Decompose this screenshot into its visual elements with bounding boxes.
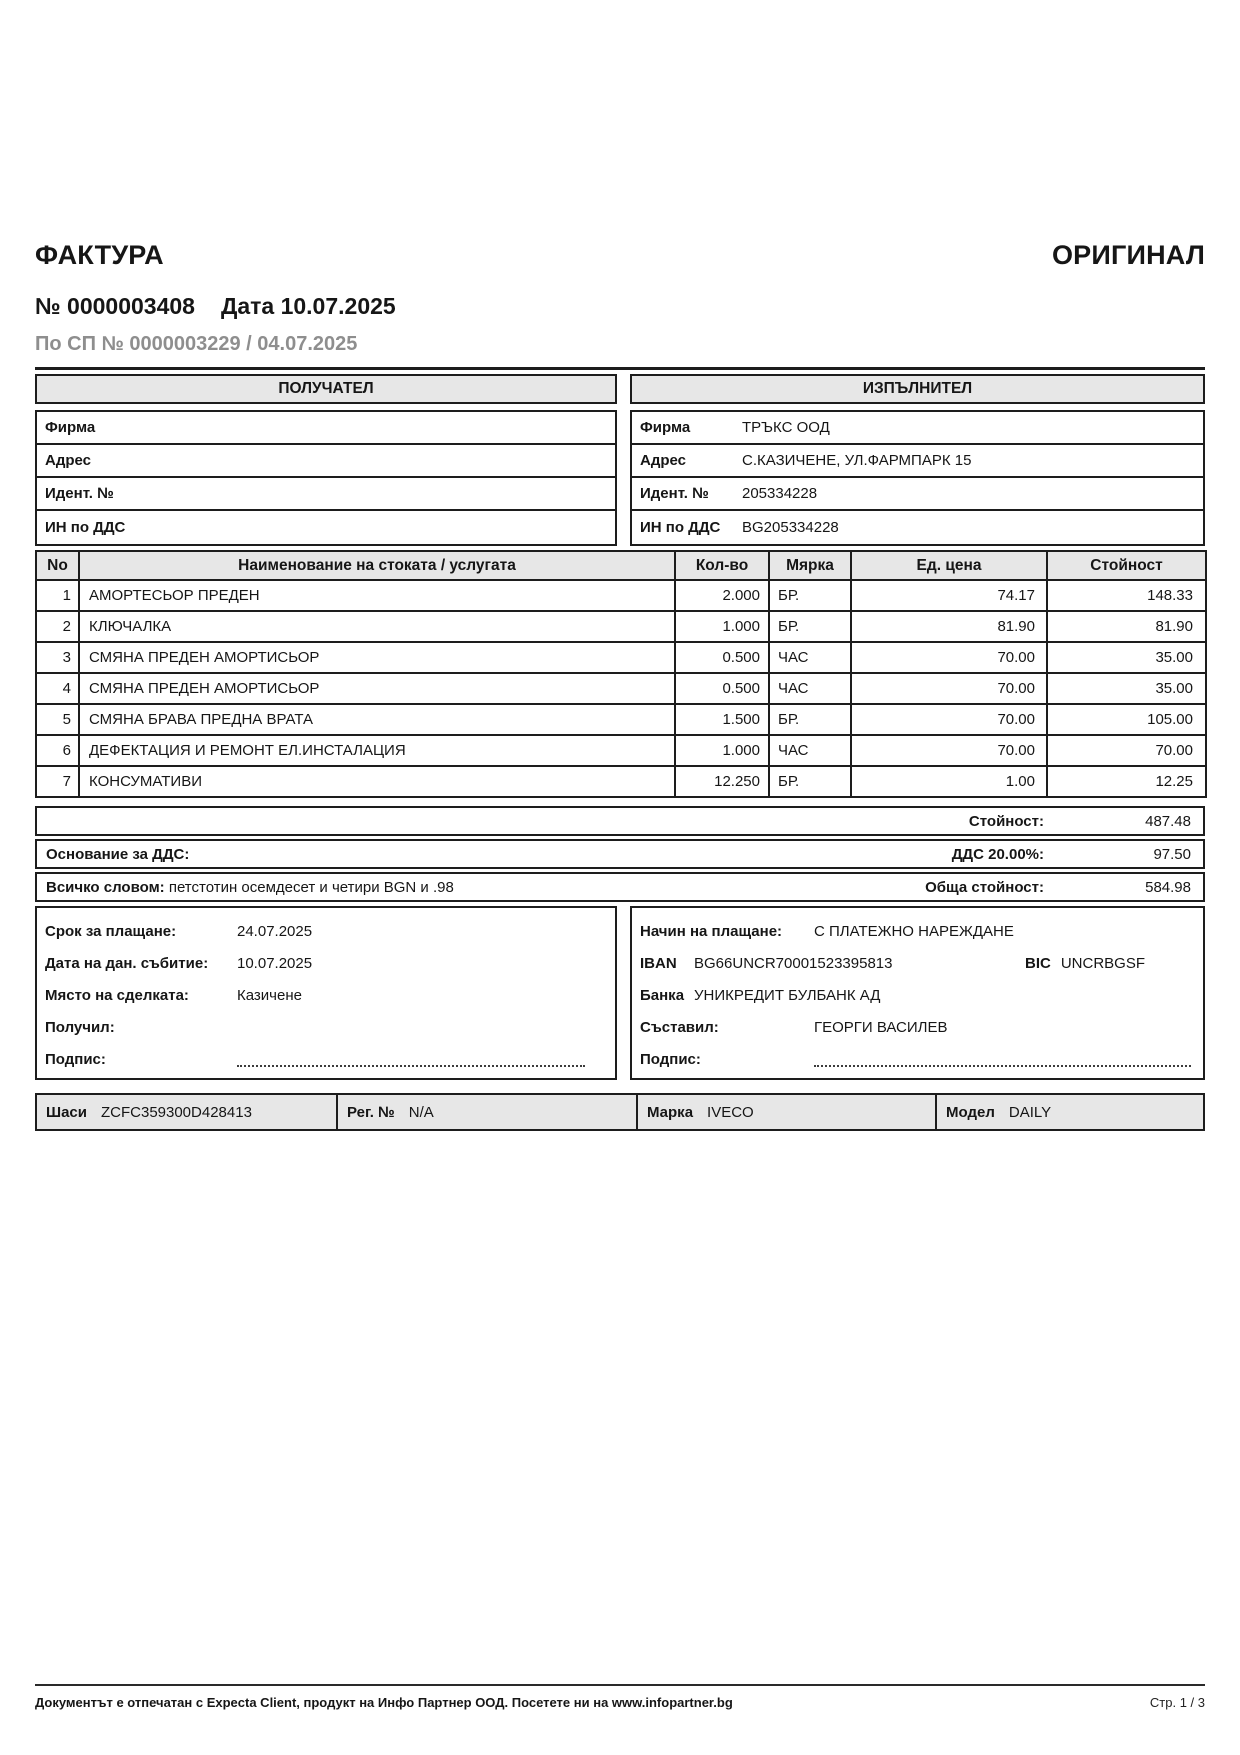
item-name: СМЯНА ПРЕДЕН АМОРТИСЬОР [79,673,675,704]
col-header-price: Ед. цена [851,551,1047,580]
item-unit: ЧАС [769,673,851,704]
field-value: ТРЪКС ООД [742,419,830,436]
reg-number-label: Рег. № [347,1103,395,1121]
supplier-body [630,410,1205,546]
grand-total-row [35,872,1205,902]
item-price: 81.90 [851,611,1047,642]
invoice-date: 10.07.2025 [280,293,396,319]
chassis-value: ZCFC359300D428413 [100,1103,252,1121]
recipient-id-row [37,478,615,511]
signature-label: Подпис: [640,1050,701,1068]
deal-place-value: Казичене [237,986,302,1004]
make-cell [636,1095,935,1129]
field-label: Идент. № [640,485,709,502]
chassis-cell [37,1095,336,1129]
vat-basis-label: Основание за ДДС: [46,845,190,863]
item-price: 1.00 [851,766,1047,797]
vat-label: ДДС 20.00%: [951,845,1044,863]
title-row [35,240,1205,271]
item-amount: 81.90 [1047,611,1206,642]
grand-total-value: 584.98 [1145,878,1191,896]
item-amount: 35.00 [1047,642,1206,673]
composed-by-label: Съставил: [640,1018,719,1036]
supplier-signature-row [632,1043,1203,1075]
iban-label: IBAN [640,954,677,972]
make-label: Марка [647,1103,694,1121]
payment-terms-box [35,906,617,1080]
order-reference: По СП № 0000003229 / 04.07.2025 [35,333,358,355]
col-header-amount: Стойност [1047,551,1206,580]
footer-print-note: Документът е отпечатан с Expecta Client, продукт на Инфо Партнер ООД. Посетете ни на www.infopartner.bg [35,1695,733,1710]
invoice-content [35,0,1205,1131]
item-unit: БР. [769,704,851,735]
supplier-address-row [632,445,1203,478]
item-price: 70.00 [851,642,1047,673]
supplier-box [630,374,1205,546]
tax-event-row [37,947,615,979]
deal-place-row [37,979,615,1011]
vehicle-info-bar [35,1093,1205,1131]
item-row [36,642,1206,673]
item-row [36,580,1206,611]
amount-words: петстотин осемдесет и четири BGN и .98 [168,878,454,896]
item-price: 70.00 [851,735,1047,766]
composed-by-row [632,1011,1203,1043]
item-no: 1 [36,580,79,611]
item-amount: 12.25 [1047,766,1206,797]
supplier-header: ИЗПЪЛНИТЕЛ [630,374,1205,404]
amount-words-label: Всичко словом: [46,878,165,896]
field-label: Фирма [45,419,96,436]
item-no: 6 [36,735,79,766]
item-unit: БР. [769,580,851,611]
copy-original-label: ОРИГИНАЛ [1051,240,1205,270]
subtotal-label: Стойност: [968,812,1044,830]
item-qty: 0.500 [675,673,769,704]
bank-details-box [630,906,1205,1080]
item-qty: 2.000 [675,580,769,611]
item-price: 70.00 [851,673,1047,704]
item-row [36,704,1206,735]
field-label: ИН по ДДС [45,519,126,536]
item-row [36,611,1206,642]
composed-by-value: ГЕОРГИ ВАСИЛЕВ [814,1018,948,1036]
reg-number-value: N/A [408,1103,434,1121]
chassis-label: Шаси [46,1103,87,1121]
item-row [36,673,1206,704]
field-value: 205334228 [742,485,818,502]
field-value: С.КАЗИЧЕНЕ, УЛ.ФАРМПАРК 15 [742,452,972,469]
item-name: АМОРТЕСЬОР ПРЕДЕН [79,580,675,611]
col-header-qty: Кол-во [675,551,769,580]
item-amount: 105.00 [1047,704,1206,735]
item-amount: 148.33 [1047,580,1206,611]
due-date-value: 24.07.2025 [237,922,313,940]
bank-name-row [632,979,1203,1011]
tax-event-label: Дата на дан. събитие: [45,954,209,972]
item-price: 70.00 [851,704,1047,735]
field-value: BG205334228 [742,519,839,536]
item-name: СМЯНА БРАВА ПРЕДНА ВРАТА [79,704,675,735]
payment-method-row [632,915,1203,947]
grand-total-label: Обща стойност: [925,878,1044,896]
header-divider [35,367,1205,370]
doc-type-title: ФАКТУРА [35,240,164,270]
item-name: КОНСУМАТИВИ [79,766,675,797]
item-no: 4 [36,673,79,704]
supplier-company-row [632,412,1203,445]
supplier-id-row [632,478,1203,511]
bank-name-value: УНИКРЕДИТ БУЛБАНК АД [694,986,881,1004]
item-qty: 12.250 [675,766,769,797]
recipient-body [35,410,617,546]
item-name: ДЕФЕКТАЦИЯ И РЕМОНТ ЕЛ.ИНСТАЛАЦИЯ [79,735,675,766]
col-header-no: No [36,551,79,580]
field-label: Идент. № [45,485,114,502]
subtotal-value: 487.48 [1145,812,1191,830]
model-cell [935,1095,1203,1129]
item-unit: БР. [769,611,851,642]
payment-method-label: Начин на плащане: [640,922,783,940]
bic-group [1025,955,1203,972]
subtotal-row [35,806,1205,836]
bic-label: BIC [1024,954,1051,972]
vat-row [35,839,1205,869]
received-by-label: Получил: [45,1018,115,1036]
item-name: КЛЮЧАЛКА [79,611,675,642]
tax-event-value: 10.07.2025 [237,954,313,972]
bank-name-label: Банка [640,986,685,1004]
item-unit: БР. [769,766,851,797]
recipient-company-row [37,412,615,445]
item-price: 74.17 [851,580,1047,611]
item-no: 3 [36,642,79,673]
col-header-unit: Мярка [769,551,851,580]
item-qty: 1.000 [675,735,769,766]
item-qty: 1.500 [675,704,769,735]
invoice-date-label: Дата [220,293,275,319]
due-date-row [37,915,615,947]
bic-value: UNCRBGSF [1060,954,1145,972]
page-footer [35,1684,1205,1710]
received-by-row [37,1011,615,1043]
item-unit: ЧАС [769,642,851,673]
item-row [36,766,1206,797]
item-row [36,735,1206,766]
field-label: Адрес [640,452,687,469]
signature-dotted-line [237,1065,585,1067]
supplier-vat-row [632,511,1203,544]
item-qty: 1.000 [675,611,769,642]
recipient-box [35,374,617,546]
model-value: DAILY [1008,1103,1052,1121]
signature-label: Подпис: [45,1050,106,1068]
item-no: 2 [36,611,79,642]
invoice-number-label: № [35,293,61,319]
vat-value: 97.50 [1153,845,1191,863]
recipient-address-row [37,445,615,478]
col-header-name: Наименование на стоката / услугата [79,551,675,580]
item-no: 5 [36,704,79,735]
recipient-header: ПОЛУЧАТЕЛ [35,374,617,404]
item-name: СМЯНА ПРЕДЕН АМОРТИСЬОР [79,642,675,673]
recipient-signature-row [37,1043,615,1075]
field-label: Адрес [45,452,92,469]
recipient-vat-row [37,511,615,544]
model-label: Модел [946,1103,995,1121]
reg-number-cell [336,1095,636,1129]
field-label: ИН по ДДС [640,519,721,536]
iban-value: BG66UNCR70001523395813 [694,954,893,972]
items-table [35,550,1207,798]
invoice-number-row [35,293,1205,320]
item-amount: 70.00 [1047,735,1206,766]
page-number: Стр. 1 / 3 [1149,1695,1205,1710]
field-label: Фирма [640,419,691,436]
invoice-number: 0000003408 [67,293,195,319]
parties-section [35,374,1205,546]
signature-dotted-line [814,1065,1191,1067]
item-amount: 35.00 [1047,673,1206,704]
payment-section [35,906,1205,1080]
iban-row [632,947,1203,979]
item-qty: 0.500 [675,642,769,673]
payment-method-value: С ПЛАТЕЖНО НАРЕЖДАНЕ [814,922,1014,940]
items-header-row [36,551,1206,580]
make-value: IVECO [707,1103,754,1121]
item-unit: ЧАС [769,735,851,766]
item-no: 7 [36,766,79,797]
deal-place-label: Място на сделката: [45,986,189,1004]
due-date-label: Срок за плащане: [45,922,177,940]
